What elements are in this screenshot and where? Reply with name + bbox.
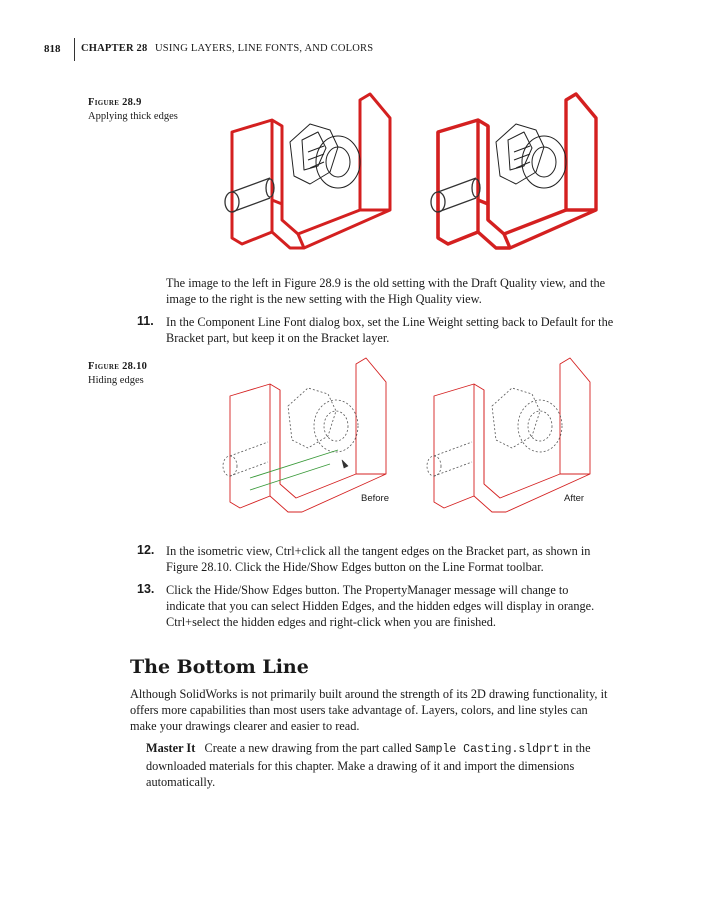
step-13-number: 13. bbox=[137, 582, 155, 596]
bracket-draft-quality bbox=[225, 94, 390, 248]
figure-28-9-caption: Applying thick edges bbox=[88, 111, 178, 122]
master-it-label: Master It bbox=[146, 741, 196, 755]
step-11-number: 11. bbox=[137, 314, 154, 328]
section-body: Although SolidWorks is not primarily built around the strength of its 2D drawing functionality, it offers more capabilities than most users take advantage of. Layers, colors, and line styles can make your drawings clearer and easier to read. bbox=[130, 687, 608, 733]
step-12-number: 12. bbox=[137, 543, 155, 557]
figure-28-9-label: Figure 28.9 bbox=[88, 97, 142, 108]
bracket-after bbox=[427, 358, 590, 512]
paragraph-figure-explanation: The image to the left in Figure 28.9 is the old setting with the Draft Quality view, and the image to the right is the new setting with the High Quality view. bbox=[166, 276, 606, 306]
bracket-high-quality bbox=[431, 94, 596, 248]
figure-28-10-caption: Hiding edges bbox=[88, 375, 144, 386]
sample-casting-filename: Sample Casting.sldprt bbox=[414, 743, 560, 756]
figure-28-9-image bbox=[210, 92, 630, 262]
step-13-text: Click the Hide/Show Edges button. The PropertyManager message will change to indicate that you can select Hidden Edges, and the hidden edges will display in orange. Ctrl+select the hidden edges and right-click when you are finished. bbox=[166, 583, 595, 629]
figure-before-label: Before bbox=[361, 493, 389, 504]
figure-28-10-image bbox=[210, 356, 610, 526]
chapter-label: CHAPTER 28 bbox=[81, 43, 148, 54]
step-11-text: In the Component Line Font dialog box, set the Line Weight setting back to Default for the Bracket part, but keep it on the Bracket layer. bbox=[166, 315, 614, 345]
page-number: 818 bbox=[44, 43, 61, 55]
bracket-before bbox=[223, 358, 386, 512]
chapter-title: USING LAYERS, LINE FONTS, AND COLORS bbox=[155, 43, 374, 54]
master-it-line-1: Master It Create a new drawing from the part called Sample Casting.sldprt in the bbox=[146, 741, 591, 756]
step-12-text: In the isometric view, Ctrl+click all the tangent edges on the Bracket part, as shown in Figure 28.10. Click the Hide/Show Edges button on the Line Format toolbar. bbox=[166, 544, 591, 574]
master-it-block: Master It Create a new drawing from the part called Sample Casting.sldprt in the downloaded materials for this chapter. Make a drawing of it and import the dimensions automatically. bbox=[146, 741, 591, 789]
header-divider bbox=[74, 38, 75, 61]
figure-28-10-label: Figure 28.10 bbox=[88, 361, 148, 372]
figure-after-label: After bbox=[564, 493, 585, 504]
section-heading: The Bottom Line bbox=[130, 656, 309, 678]
